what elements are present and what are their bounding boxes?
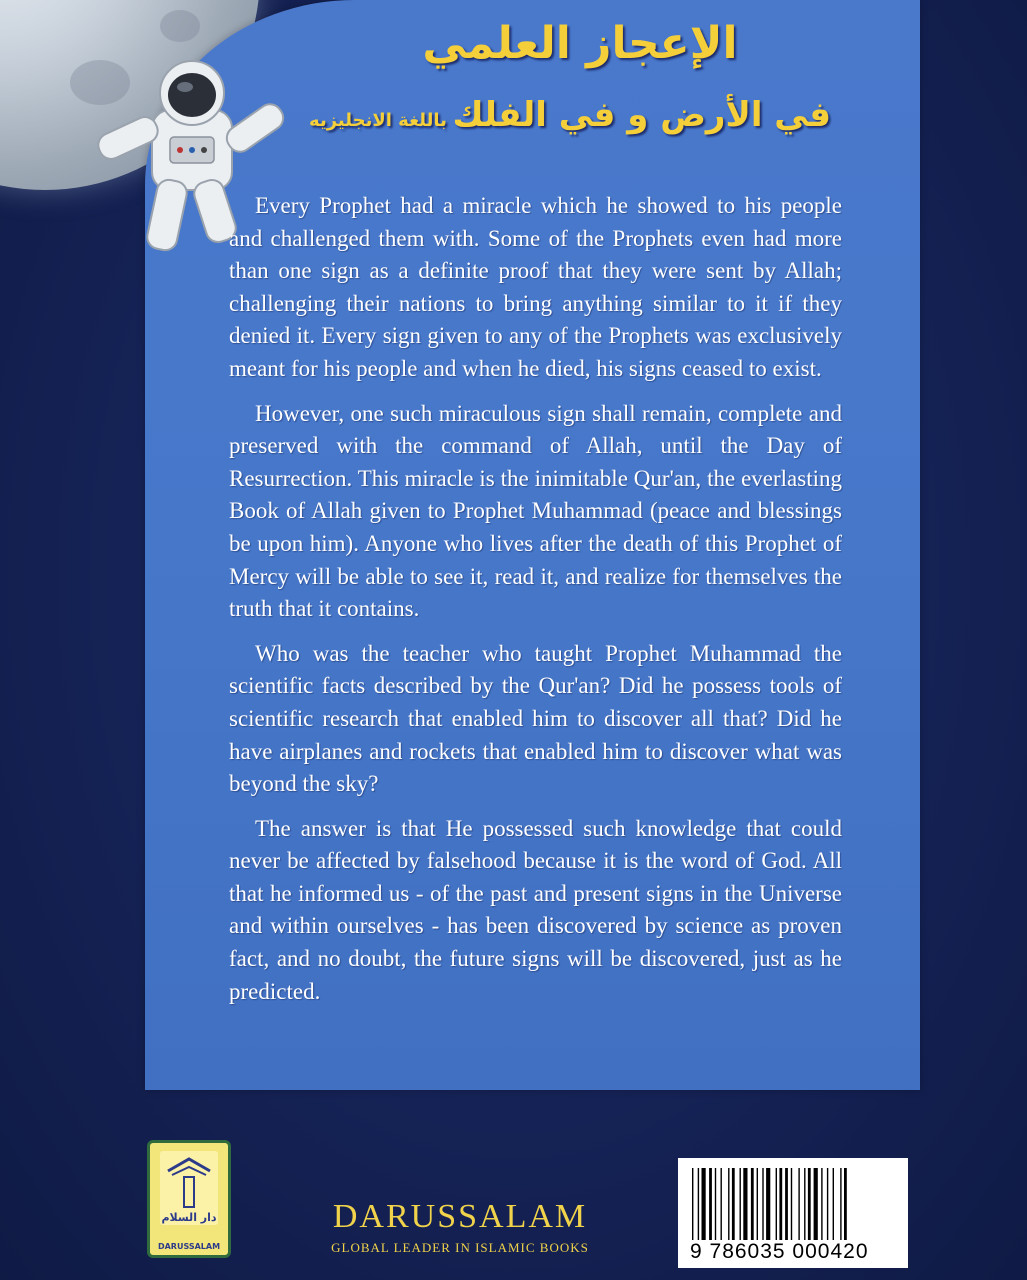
arabic-subtitle-main: في الأرض و في الفلك — [452, 95, 831, 135]
barcode-bar — [798, 1168, 799, 1240]
logo-caption: DARUSSALAM — [157, 1242, 221, 1251]
barcode-bar — [814, 1168, 818, 1240]
barcode-bar — [728, 1168, 729, 1240]
barcode-bar — [709, 1168, 712, 1240]
publisher-name: DARUSSALAM — [332, 1198, 588, 1235]
barcode-bar — [698, 1168, 699, 1240]
logo-arabic-text: دار السلام — [161, 1211, 217, 1224]
barcode-bar — [776, 1168, 777, 1240]
description-text — [229, 190, 842, 1070]
barcode-bars — [690, 1168, 896, 1240]
paragraph-1: Every Prophet had a miracle which he showed to his people and challenged them with. Some of the Prophets even had more than one sign as a definite proof that they were sent by Allah; challenging their nations to bring anything similar to it if they denied it. Every sign given to any of the Prophets was exclusively meant for his people and when he died, his signs ceased to exist. — [229, 193, 842, 381]
isbn-barcode — [678, 1158, 908, 1268]
publisher-tagline: GLOBAL LEADER IN ISLAMIC BOOKS — [331, 1240, 589, 1255]
barcode-bar — [751, 1168, 754, 1240]
barcode-bar — [692, 1168, 693, 1240]
barcode-bar — [757, 1168, 758, 1240]
publisher-logo — [147, 1140, 231, 1258]
barcode-bar — [827, 1168, 828, 1240]
barcode-bar — [702, 1168, 706, 1240]
barcode-bar — [840, 1168, 841, 1240]
barcode-bar — [821, 1168, 822, 1240]
barcode-bar — [743, 1168, 747, 1240]
barcode-bar — [766, 1168, 770, 1240]
barcode-bar — [732, 1168, 735, 1240]
barcode-bar — [844, 1168, 847, 1240]
arabic-subtitle — [270, 95, 870, 150]
barcode-bar — [721, 1168, 722, 1240]
paragraph-2: However, one such miraculous sign shall remain, complete and preserved with the command of Allah, until the Day of Resurrection. This miracle is the inimitable Qur'an, the everlasting Book of Allah given to Prophet Muhammad (peace and blessings be upon him). Anyone who lives after the death of this Prophet of Mercy will be able to see it, read it, and realize for themselves the truth that it contains. — [229, 400, 842, 622]
paragraph-3: Who was the teacher who taught Prophet Muhammad the scientific facts described by the Qur'an? Did he possess tools of scientific research that enabled him to discover all that? Did he have airplanes and rockets that enabled him to discover what was beyond the sky? — [229, 640, 842, 797]
barcode-bar — [791, 1168, 792, 1240]
barcode-bar — [762, 1168, 763, 1240]
book-emblem-icon — [160, 1151, 218, 1225]
logo-emblem — [160, 1151, 218, 1225]
barcode-bar — [804, 1168, 805, 1240]
paragraph-4: The answer is that He possessed such knowledge that could never be affected by falsehood because it is the word of God. All that he informed us - of the past and present signs in the Universe and within ourselves - has been discovered by science as proven fact, and no doubt, the future signs will be discovered, just as he predicted. — [229, 815, 842, 1004]
barcode-bar — [785, 1168, 788, 1240]
barcode-bar — [779, 1168, 782, 1240]
barcode-number: 9 786035 000420 — [690, 1240, 869, 1263]
barcode-bar — [740, 1168, 741, 1240]
barcode-bar — [833, 1168, 834, 1240]
arabic-title: الإعجاز العلمي — [422, 18, 738, 69]
barcode-bar — [808, 1168, 811, 1240]
barcode-bar — [715, 1168, 716, 1240]
arabic-subtitle-language: باللغة الانجليزيه — [309, 110, 447, 131]
